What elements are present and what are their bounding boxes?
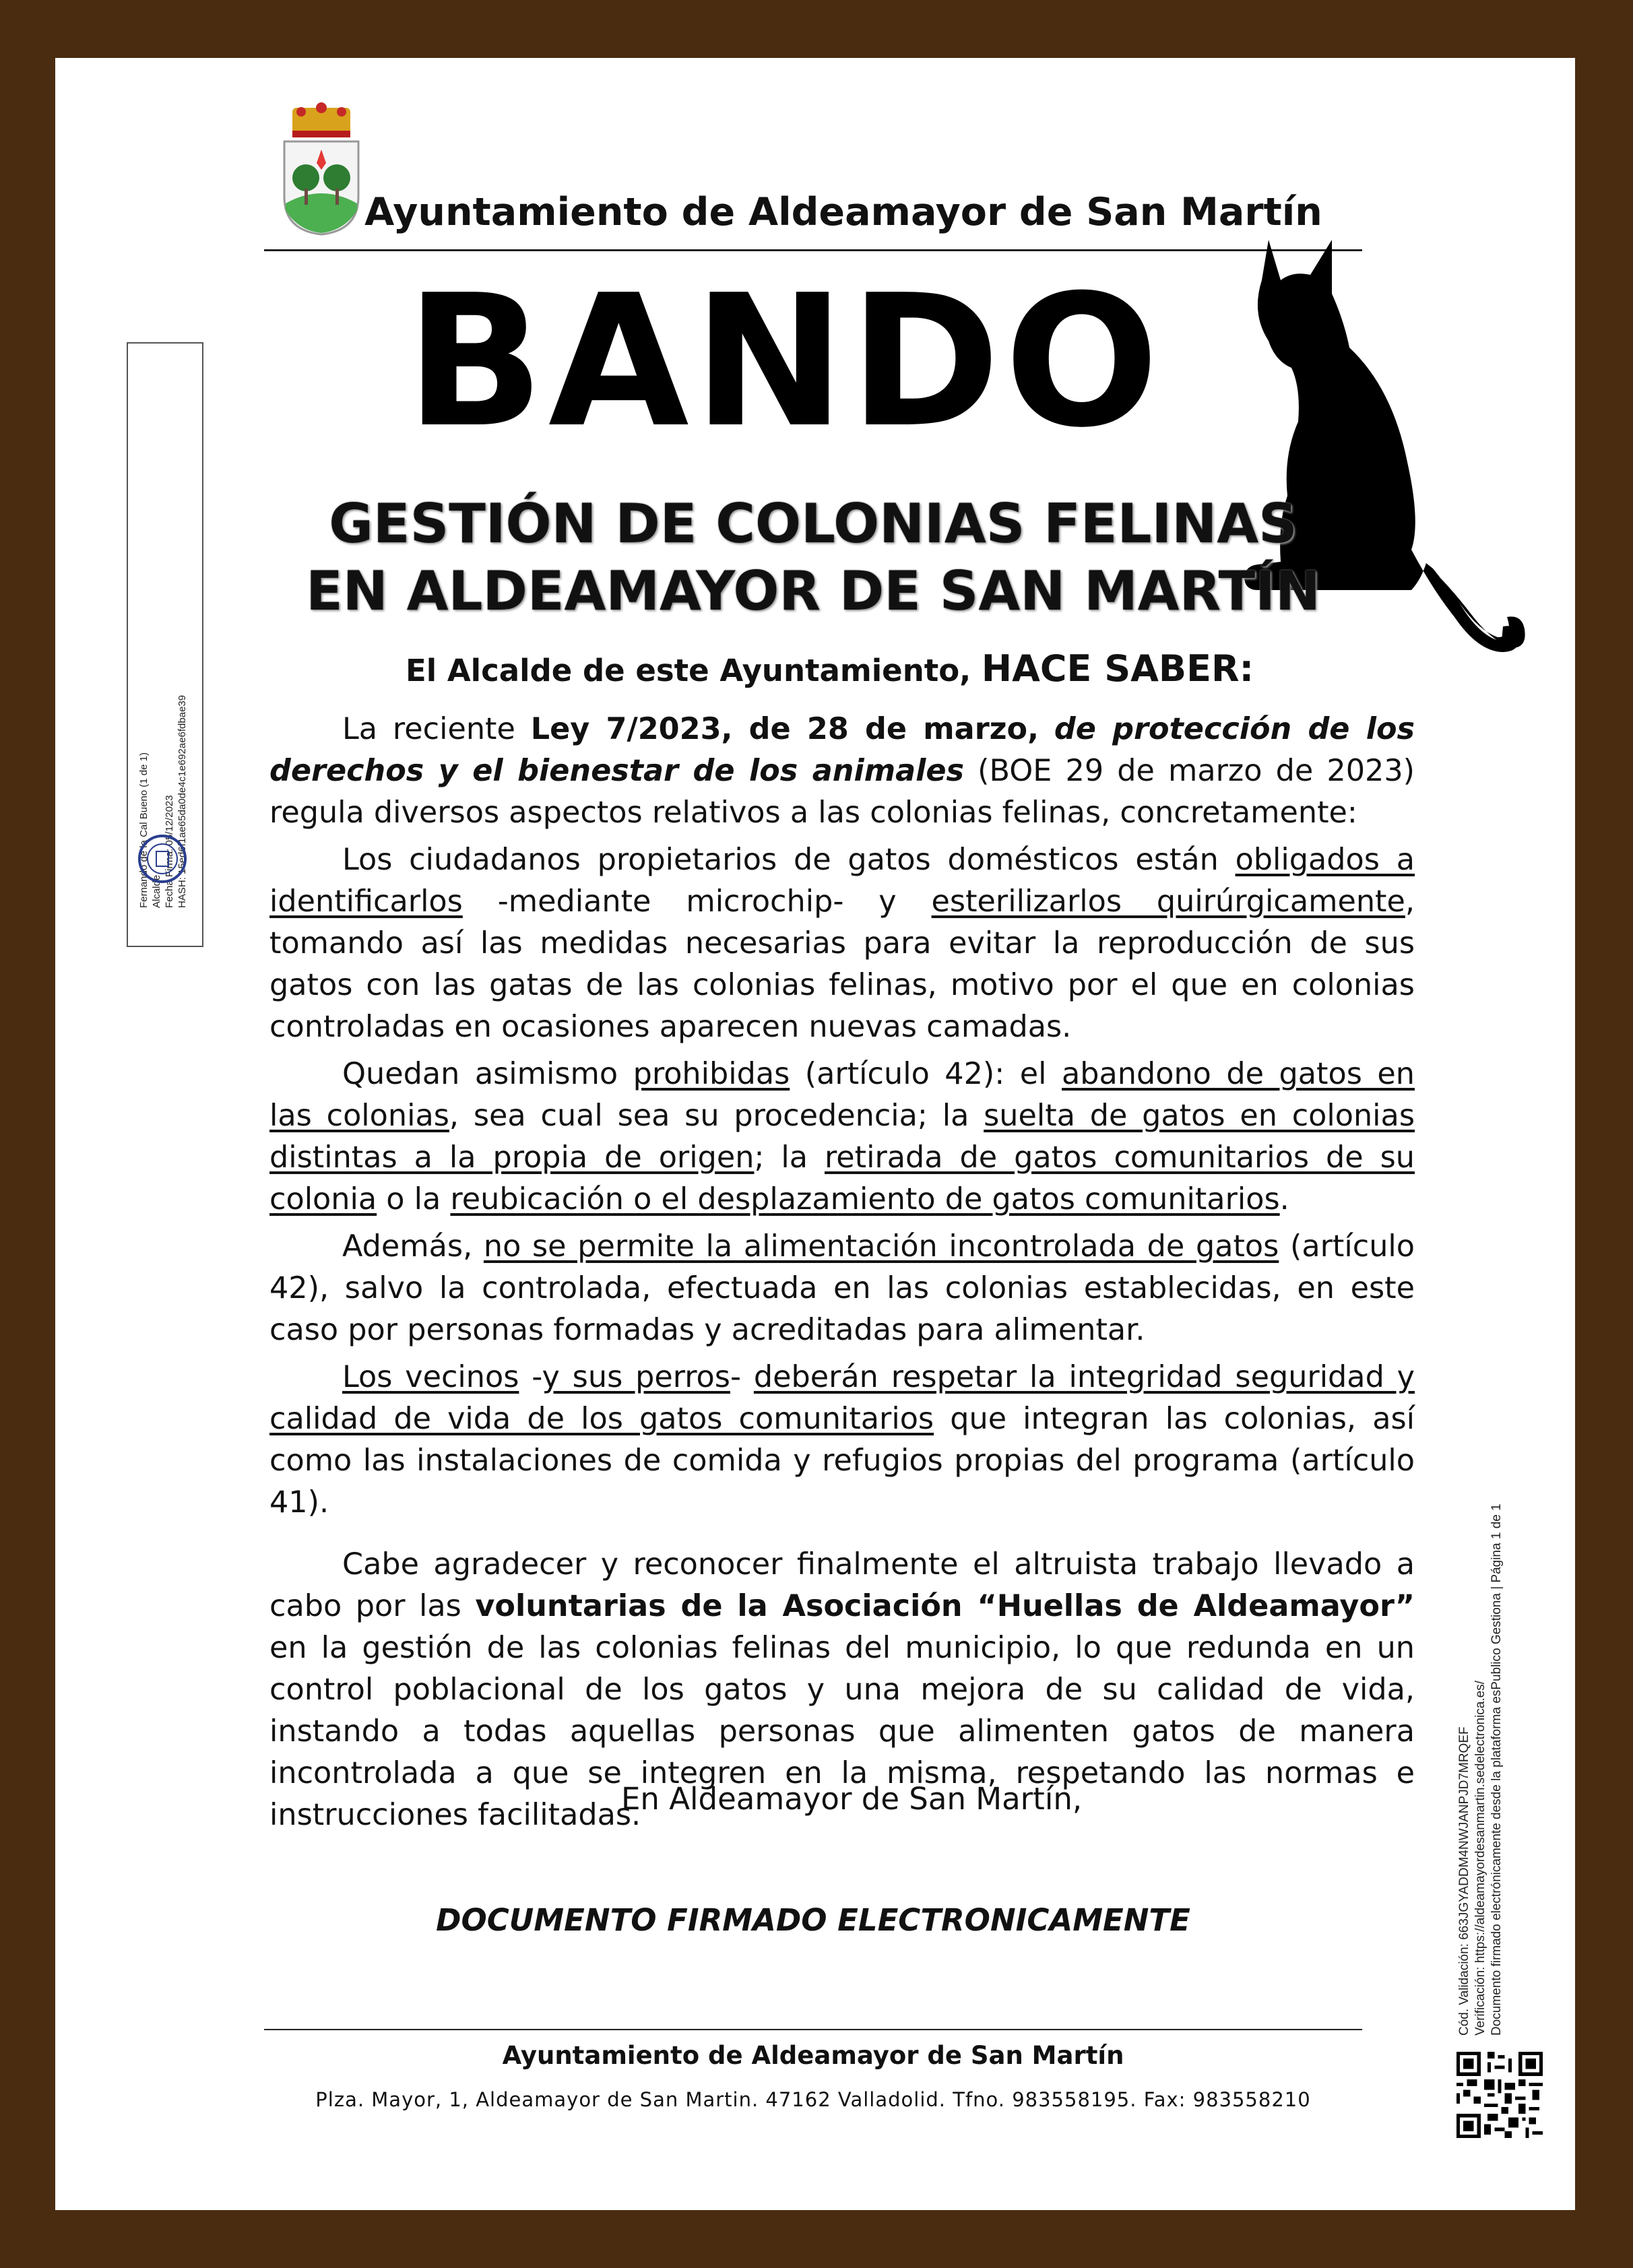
place-line: En Aldeamayor de San Martín,: [621, 1781, 1083, 1817]
subtitle-line-1: GESTIÓN DE COLONIAS FELINAS: [329, 492, 1298, 555]
p2-rest: , tomando así las medidas necesarias para evitar la reproducción de sus gatos con las gatas de las colonias felinas, motivo por el que en colonias controladas en ocasiones aparecen nuevas camadas.: [269, 884, 1415, 1044]
paragraph-feeding: [269, 1226, 1415, 1351]
document-page: [55, 58, 1575, 2210]
bando-title: BANDO: [406, 255, 1163, 467]
platform-note: Documento firmado electrónicamente desde la plataforma esPublico Gestiona | Página 1 de 1: [1490, 1503, 1504, 2036]
cat-silhouette-icon: [1231, 240, 1527, 711]
verification-text: [1456, 1503, 1505, 2036]
p5-perros: y sus perros: [542, 1360, 730, 1394]
verification-url: Verificación: https://aldeamayordesanmartin.sedelectronica.es/: [1473, 1681, 1487, 2036]
p3-sep1: ; la: [754, 1140, 825, 1175]
p2-microchip: -mediante microchip- y: [462, 884, 932, 919]
p2-text: Los ciudadanos propietarios de gatos domésticos están: [342, 843, 1236, 877]
p4-rest: (artículo 42), salvo la controlada, efectuada en las colonias establecidas, en este caso por personas formadas y acreditadas para alimentar.: [269, 1229, 1415, 1347]
p3-retirada: retirada de gatos comunitarios de su colonia: [269, 1140, 1415, 1217]
p5-respect: deberán respetar la integridad seguridad y calidad de vida de los gatos comunitarios: [269, 1360, 1415, 1436]
p3-reubicacion: reubicación o el desplazamiento de gatos comunitarios: [450, 1182, 1280, 1217]
p1-law-name: de protección de los derechos y el bienestar de los animales: [269, 712, 1415, 788]
paragraph-owners: [269, 839, 1415, 1048]
qr-code-icon: [1456, 2052, 1543, 2138]
p3-prohibidas: prohibidas: [633, 1057, 790, 1091]
p1-law-ref: Ley 7/2023, de 28 de marzo,: [530, 712, 1039, 746]
validation-code: Cód. Validación: 663JGYADDM4NWJANPJD7MRQEF: [1457, 1726, 1471, 2036]
seal-icon: [136, 833, 189, 885]
p4-feeding: no se permite la alimentación incontrolada de gatos: [483, 1229, 1279, 1264]
p1-text: La reciente: [342, 712, 531, 746]
signer-role: Alcalde: [151, 874, 162, 908]
intro-prefix: El Alcalde de este Ayuntamiento,: [406, 653, 982, 688]
footer-divider: [264, 2029, 1362, 2030]
p5-rest: que integran las colonias, así como las instalaciones de comida y refugios propias del programa (artículo 41).: [269, 1402, 1415, 1520]
p6-text: Cabe agradecer y reconocer finalmente el altruista trabajo llevado a cabo por las: [269, 1547, 1415, 1623]
p5-vecinos: Los vecinos: [342, 1360, 519, 1394]
p5-dash1: -: [519, 1360, 542, 1394]
p1-space: [1039, 712, 1054, 746]
header-title: Ayuntamiento de Aldeamayor de San Martín: [364, 190, 1322, 234]
paragraph-neighbors: [269, 1357, 1415, 1524]
paragraph-prohibited: [269, 1054, 1415, 1221]
signer-name: Fernando de la Cal Bueno (1 de 1): [138, 752, 150, 908]
p3-end: .: [1279, 1182, 1289, 1217]
p4-text: Además,: [342, 1229, 484, 1264]
sign-date: Fecha Firma: 05/12/2023: [164, 795, 175, 908]
p2-identify: obligados a identificarlos: [269, 843, 1415, 919]
p5-dash2: -: [730, 1360, 754, 1394]
body-text: [269, 709, 1415, 1842]
footer-name: Ayuntamiento de Aldeamayor de San Martín: [502, 2041, 1124, 2070]
footer-address: Plza. Mayor, 1, Aldeamayor de San Martin. 47162 Valladolid. Tfno. 983558195. Fax: 983558210: [315, 2088, 1311, 2111]
intro-line: [406, 647, 1254, 690]
p3-suelta: suelta de gatos en colonias distintas a la propia de origen: [269, 1099, 1415, 1175]
header-divider: [264, 249, 1362, 251]
p6-rest: en la gestión de las colonias felinas del municipio, lo que redunda en un control poblacional de los gatos y una mejora de su calidad de vida, instando a todas aquellas personas que alimenten gatos de manera incontrolada a que se integren en la misma, respetando las normas e instrucciones facilitadas.: [269, 1631, 1415, 1832]
signed-notice: DOCUMENTO FIRMADO ELECTRONICAMENTE: [436, 1902, 1190, 1938]
p3-sep2: o la: [377, 1182, 451, 1217]
p1-rest: (BOE 29 de marzo de 2023) regula diversos aspectos relativos a las colonias felinas, concretamente:: [269, 754, 1415, 830]
p3-procedencia: , sea cual sea su procedencia; la: [449, 1099, 984, 1133]
p6-volunteers: voluntarias de la Asociación “Huellas de Aldeamayor”: [475, 1589, 1415, 1623]
p2-sterilize: esterilizarlos quirúrgicamente: [931, 884, 1405, 919]
sign-hash: HASH: 15ed6f1ae65da0de4c1e692ae6fdbae39: [177, 694, 188, 908]
p3-abandono: abandono de gatos en las colonias: [269, 1057, 1415, 1133]
intro-emphasis: HACE SABER:: [981, 647, 1254, 690]
p3-article: (artículo 42): el: [790, 1057, 1062, 1091]
subtitle-line-2: EN ALDEAMAYOR DE SAN MARTÍN: [306, 560, 1320, 622]
paragraph-law: [269, 709, 1415, 834]
p3-text: Quedan asimismo: [342, 1057, 633, 1091]
